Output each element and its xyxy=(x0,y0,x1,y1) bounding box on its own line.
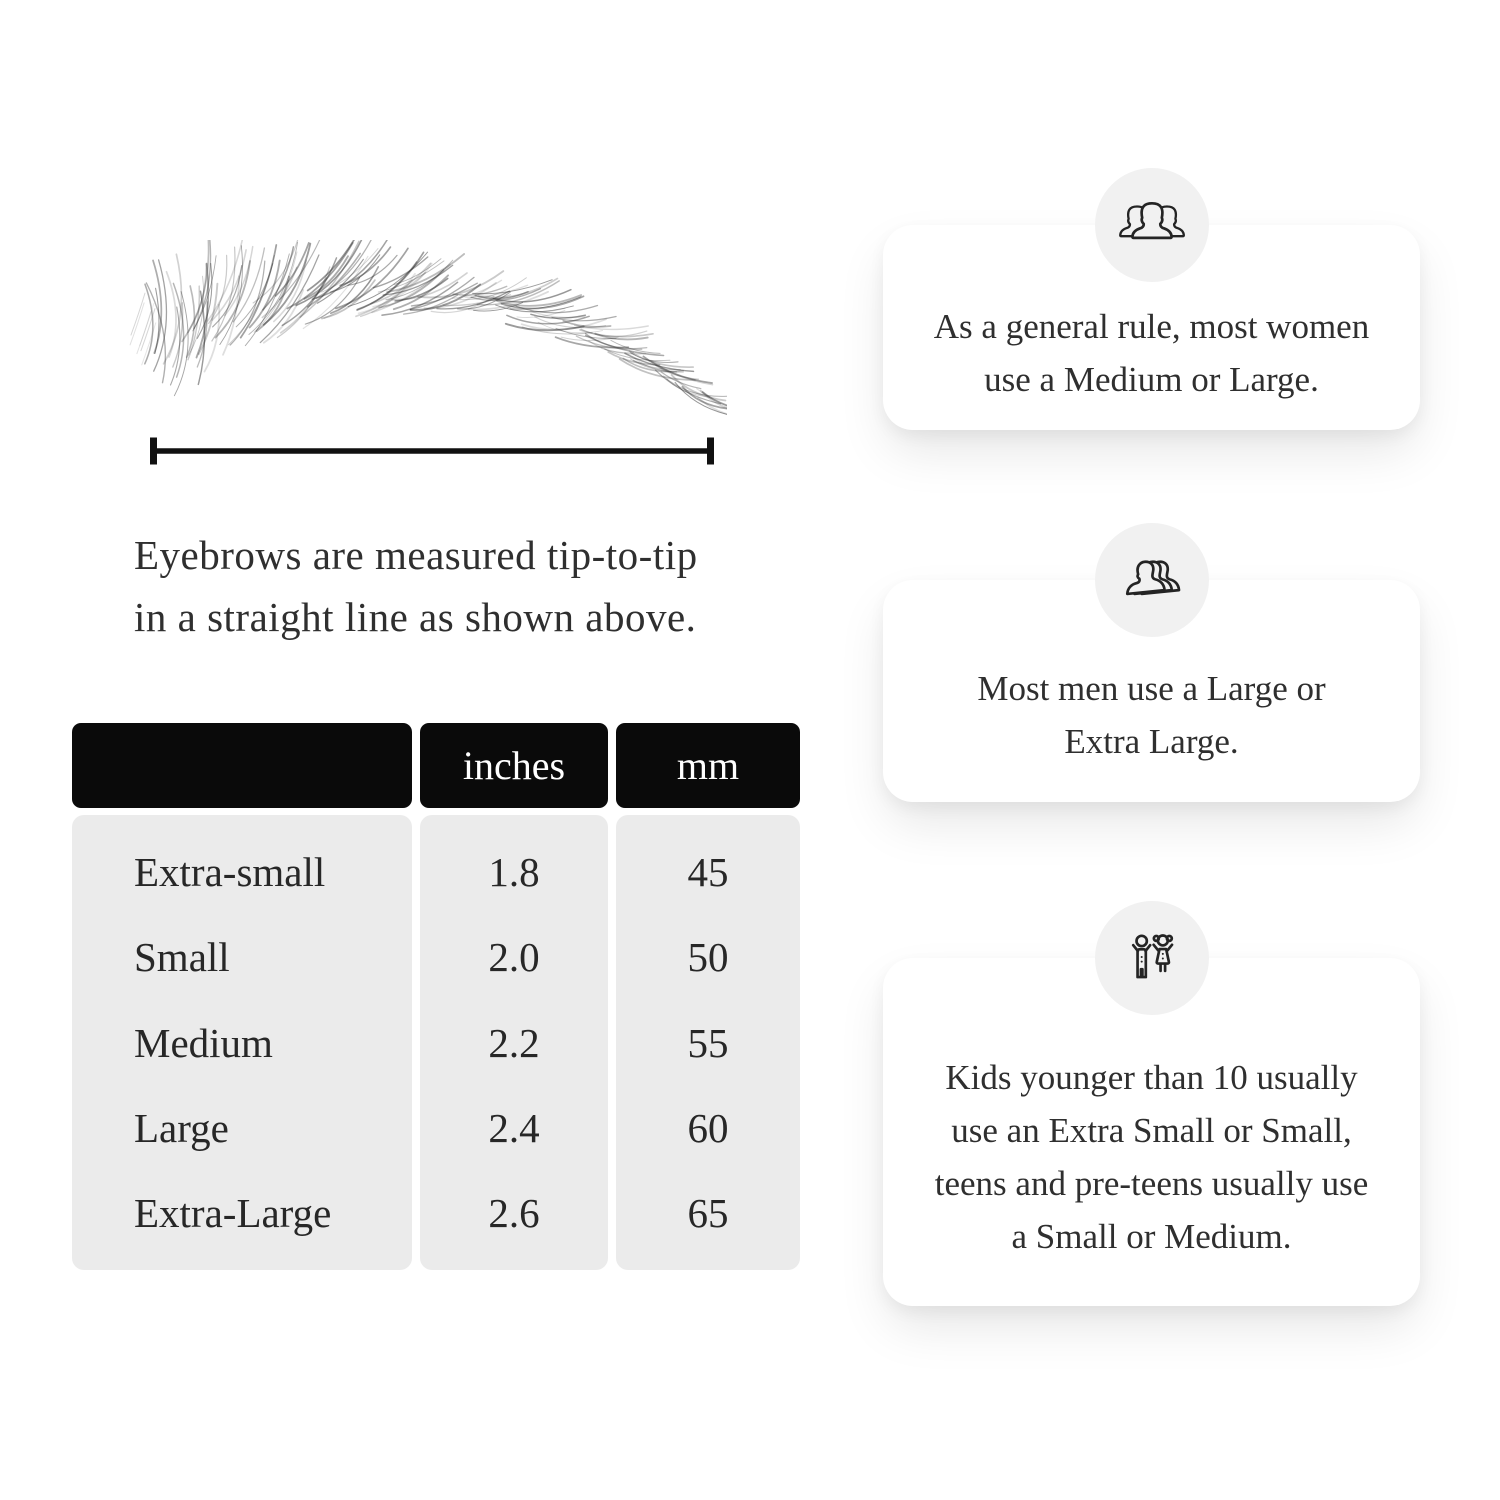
table-header-mm: mm xyxy=(616,723,800,808)
eyebrow-illustration xyxy=(112,240,727,425)
table-header-blank xyxy=(72,723,412,808)
figure-caption xyxy=(134,524,774,648)
table-row-label: Extra-small xyxy=(134,848,326,895)
table-value-inches: 2.6 xyxy=(488,1190,540,1237)
card-text: As a general rule, most women use a Medium or Large. xyxy=(933,306,1370,399)
measurement-line-svg xyxy=(149,436,715,466)
table-row-label: Medium xyxy=(134,1019,273,1066)
figure-caption-line-2: in a straight line as shown above. xyxy=(134,594,697,640)
women-group-icon xyxy=(1119,192,1185,258)
women-icon-badge xyxy=(1095,168,1209,282)
men-group-icon xyxy=(1119,547,1185,613)
table-column-mm xyxy=(616,815,800,1270)
table-column-sizes xyxy=(72,815,412,1270)
info-card-men xyxy=(883,580,1420,802)
men-icon-badge xyxy=(1095,523,1209,637)
table-header-inches: inches xyxy=(420,723,608,808)
table-value-mm: 55 xyxy=(687,1019,729,1066)
table-value-mm: 60 xyxy=(687,1104,729,1151)
measurement-line xyxy=(149,436,715,466)
info-card-kids xyxy=(883,958,1420,1306)
table-value-mm: 65 xyxy=(687,1190,729,1237)
size-table xyxy=(72,723,800,1270)
card-text: Kids younger than 10 usually use an Extra Small or Small, teens and pre-teens usually use a Small or Medium. xyxy=(934,1058,1369,1256)
table-row-label: Small xyxy=(134,934,230,981)
table-value-mm: 45 xyxy=(687,848,729,895)
table-column-inches xyxy=(420,815,608,1270)
table-value-mm: 50 xyxy=(687,934,729,981)
table-row-label: Extra-Large xyxy=(134,1190,332,1237)
figure-caption-line-1: Eyebrows are measured tip-to-tip xyxy=(134,532,698,578)
table-value-inches: 2.4 xyxy=(488,1104,540,1151)
info-card-women xyxy=(883,225,1420,430)
table-value-inches: 2.2 xyxy=(488,1019,540,1066)
table-value-inches: 2.0 xyxy=(488,934,540,981)
kids-icon-badge xyxy=(1095,901,1209,1015)
kids-icon xyxy=(1119,925,1185,991)
table-row-label: Large xyxy=(134,1104,229,1151)
table-value-inches: 1.8 xyxy=(488,848,540,895)
eyebrow-drawing-svg xyxy=(112,240,727,425)
card-text: Most men use a Large or Extra Large. xyxy=(977,669,1326,761)
